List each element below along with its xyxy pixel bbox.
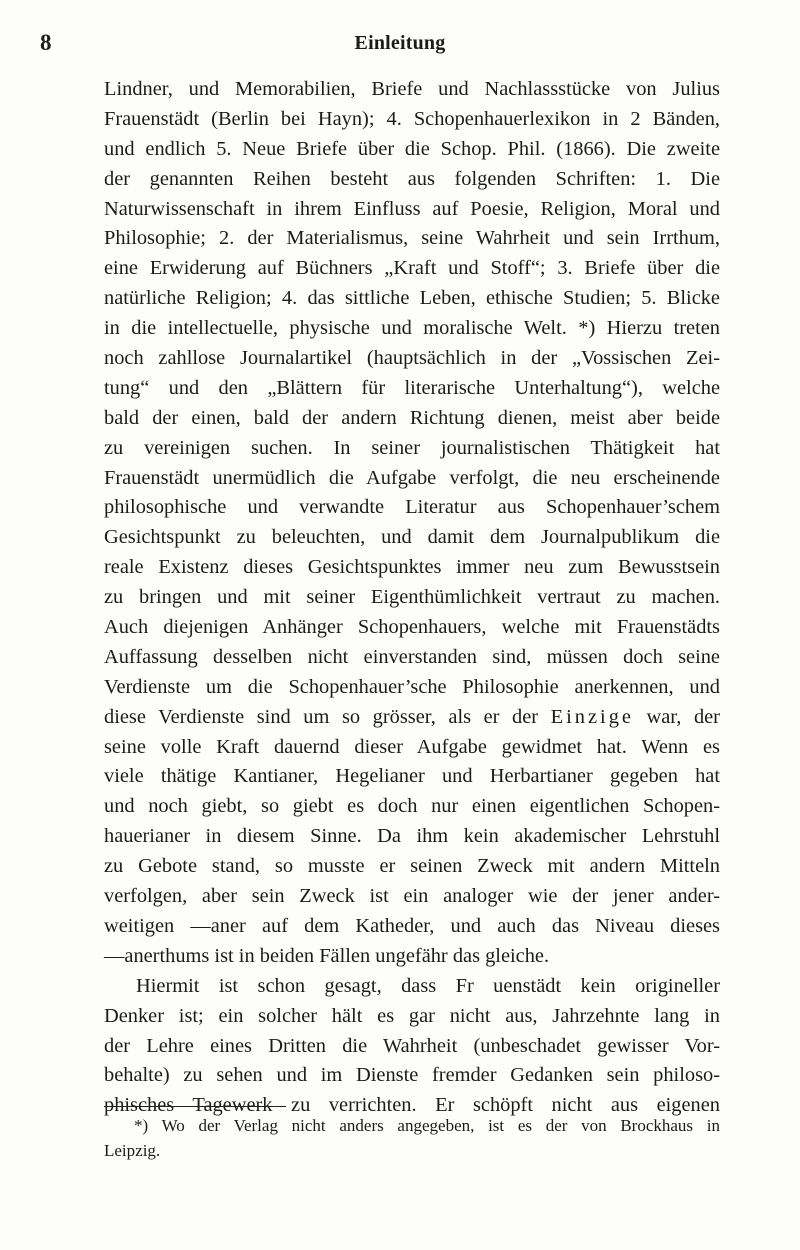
- text-line: behalte) zu sehen und im Dienste fremder Gedanken sein philoso-: [104, 1064, 720, 1087]
- spaced-emphasis: Einzige: [550, 705, 634, 728]
- text-line: viele thätige Kantianer, Hegelianer und Herbartianer gegeben hat: [104, 765, 720, 788]
- text-line: zu bringen und mit seiner Eigenthümlichkeit vertraut zu machen.: [104, 586, 720, 609]
- text-line: zu vereinigen suchen. In seiner journalistischen Thätigkeit hat: [104, 436, 720, 459]
- body-text: [104, 75, 720, 1121]
- running-title: Einleitung: [354, 32, 446, 54]
- text-segment: war, der: [646, 705, 720, 728]
- text-line: zu Gebote stand, so musste er seinen Zweck mit andern Mitteln: [104, 855, 720, 878]
- text-line: Frauenstädt unermüdlich die Aufgabe verfolgt, die neu erscheinende: [104, 466, 720, 489]
- text-line: phisches Tagewerk zu verrichten. Er schöpft nicht aus eigenen: [104, 1094, 720, 1117]
- text-line: und endlich 5. Neue Briefe über die Schop. Phil. (1866). Die zweite: [104, 137, 720, 160]
- text-line: hauerianer in diesem Sinne. Da ihm kein akademischer Lehrstuhl: [104, 825, 720, 848]
- page-header: [0, 30, 800, 60]
- text-line: in die intellectuelle, physische und moralische Welt. *) Hierzu treten: [104, 317, 720, 340]
- paragraph-first-line: Hiermit ist schon gesagt, dass Fr uenstädt kein origineller: [136, 974, 720, 997]
- text-line: noch zahllose Journalartikel (hauptsächlich in der „Vossischen Zei-: [104, 347, 720, 370]
- text-line: tung“ und den „Blättern für literarische Unterhaltung“), welche: [104, 376, 720, 399]
- footnote: [104, 1113, 720, 1163]
- text-line: weitigen —aner auf dem Katheder, und auch das Niveau dieses: [104, 914, 720, 937]
- text-line: bald der einen, bald der andern Richtung dienen, meist aber beide: [104, 406, 720, 429]
- text-line-with-emphasis: [104, 703, 720, 733]
- text-line: natürliche Religion; 4. das sittliche Leben, ethische Studien; 5. Blicke: [104, 287, 720, 310]
- text-line: Gesichtspunkt zu beleuchten, und damit dem Journalpublikum die: [104, 526, 720, 549]
- text-line: Philosophie; 2. der Materialismus, seine Wahrheit und sein Irrthum,: [104, 227, 720, 250]
- text-line: der Lehre eines Dritten die Wahrheit (unbeschadet gewisser Vor-: [104, 1034, 720, 1057]
- text-line: Naturwissenschaft in ihrem Einfluss auf Poesie, Religion, Moral und: [104, 197, 720, 220]
- text-line: philosophische und verwandte Literatur aus Schopenhauer’schem: [104, 496, 720, 519]
- text-line: Verdienste um die Schopenhauer’sche Philosophie anerkennen, und: [104, 675, 720, 698]
- text-line: seine volle Kraft dauernd dieser Aufgabe gewidmet hat. Wenn es: [104, 735, 720, 758]
- text-line: und noch giebt, so giebt es doch nur einen eigentlichen Schopen-: [104, 795, 720, 818]
- text-line: reale Existenz dieses Gesichtspunktes immer neu zum Bewusstsein: [104, 556, 720, 579]
- footnote-divider: [104, 1106, 286, 1107]
- text-line: Auffassung desselben nicht einverstanden sind, müssen doch seine: [104, 645, 720, 668]
- text-line: Frauenstädt (Berlin bei Hayn); 4. Schopenhauerlexikon in 2 Bänden,: [104, 107, 720, 130]
- text-line: der genannten Reihen besteht aus folgenden Schriften: 1. Die: [104, 167, 720, 190]
- text-line: Denker ist; ein solcher hält es gar nicht aus, Jahrzehnte lang in: [104, 1004, 720, 1027]
- footnote-line: Leipzig.: [104, 1141, 161, 1160]
- page-number: 8: [40, 30, 52, 55]
- text-line: verfolgen, aber sein Zweck ist ein analoger wie der jener ander-: [104, 885, 720, 908]
- text-line: Auch diejenigen Anhänger Schopenhauers, welche mit Frauenstädts: [104, 616, 720, 639]
- paragraph-last-line: —anerthums ist in beiden Fällen ungefähr das gleiche.: [104, 944, 550, 967]
- footnote-line: *) Wo der Verlag nicht anders angegeben, ist es der von Brockhaus in: [134, 1116, 720, 1135]
- text-line: Lindner, und Memorabilien, Briefe und Nachlassstücke von Julius: [104, 78, 720, 100]
- text-segment: diese Verdienste sind um so grösser, als er der: [104, 705, 539, 728]
- text-line: eine Erwiderung auf Büchners „Kraft und Stoff“; 3. Briefe über die: [104, 257, 720, 280]
